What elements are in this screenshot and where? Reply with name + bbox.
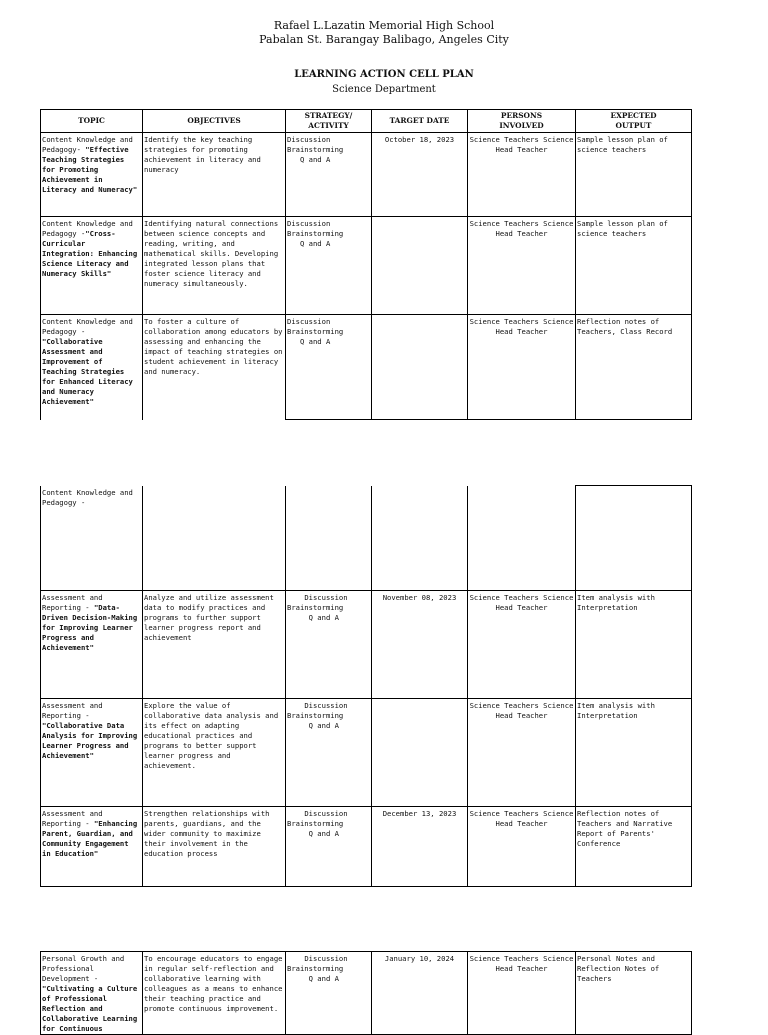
topic-cell: Content Knowledge and Pedagogy - [41,486,143,591]
persons-cell: Science Teachers Science Head Teacher [468,699,576,807]
topic-cell: Content Knowledge and Pedagogy -"Cross-Curricular Integration: Enhancing Science Literacy and Numeracy Skills" [41,217,143,315]
table-row [41,486,692,591]
target-date-cell: January 10, 2024 [372,952,468,1035]
strategy-cell [286,486,372,591]
topic-cell: Content Knowledge and Pedagogy -"Collaborative Assessment and Improvement of Teaching Strategies for Enhanced Literacy and Numeracy Achievement" [41,315,143,420]
target-date-cell [372,315,468,420]
strategy-cell: Discussion Brainstorming Q and A [286,699,372,807]
output-cell: Item analysis with Interpretation [576,699,692,807]
strategy-cell: Discussion Brainstorming Q and A [286,591,372,699]
strategy-cell: Discussion Brainstorming Q and A [286,133,372,217]
persons-cell: Science Teachers Science Head Teacher [468,807,576,887]
output-cell: Sample lesson plan of science teachers [576,217,692,315]
output-cell: Sample lesson plan of science teachers [576,133,692,217]
output-cell [576,486,692,591]
column-header-target-date: TARGET DATE [372,110,468,133]
topic-cell: Assessment and Reporting -"Collaborative Data Analysis for Improving Learner Progress and Achievement" [41,699,143,807]
topic-cell: Personal Growth and Professional Development -"Cultivating a Culture of Professional Reflection and Collaborative Learning for Continuous [41,952,143,1035]
column-header-output: EXPECTED OUTPUT [576,110,692,133]
table-row [41,315,692,420]
table-row [41,699,692,807]
department-name: Science Department [332,84,436,95]
strategy-cell: Discussion Brainstorming Q and A [286,217,372,315]
persons-cell: Science Teachers Science Head Teacher [468,217,576,315]
target-date-cell [372,486,468,591]
objectives-cell: Identifying natural connections between science concepts and reading, writing, and mathematical skills. Developing integrated lesson plans that foster science literacy and numeracy simultaneously. [143,217,286,315]
school-name: Rafael L.Lazatin Memorial High School [273,19,495,32]
document-title: LEARNING ACTION CELL PLAN [294,69,474,80]
topic-cell: Content Knowledge and Pedagogy- "Effective Teaching Strategies for Promoting Achievement in Literacy and Numeracy" [41,133,143,217]
output-cell: Personal Notes and Reflection Notes of Teachers [576,952,692,1035]
objectives-cell: Identify the key teaching strategies for promoting achievement in literacy and numeracy [143,133,286,217]
strategy-cell: Discussion Brainstorming Q and A [286,807,372,887]
table-row [41,133,692,217]
objectives-cell: To encourage educators to engage in regular self-reflection and collaborative learning with colleagues as a means to enhance their teaching practice and promote continuous improvement. [143,952,286,1035]
plan-table-3 [40,951,692,1035]
persons-cell: Science Teachers Science Head Teacher [468,591,576,699]
target-date-cell [372,217,468,315]
target-date-cell: October 18, 2023 [372,133,468,217]
target-date-cell: December 13, 2023 [372,807,468,887]
objectives-cell: Strengthen relationships with parents, guardians, and the wider community to maximize their involvement in the education process [143,807,286,887]
school-address: Pabalan St. Barangay Balibago, Angeles City [259,33,509,46]
persons-cell: Science Teachers Science Head Teacher [468,952,576,1035]
objectives-cell [143,486,286,591]
column-header-objectives: OBJECTIVES [143,110,286,133]
target-date-cell: November 08, 2023 [372,591,468,699]
topic-cell: Assessment and Reporting - "Enhancing Parent, Guardian, and Community Engagement in Education" [41,807,143,887]
table-header-row [41,110,692,133]
target-date-cell [372,699,468,807]
table-row [41,217,692,315]
persons-cell [468,486,576,591]
column-header-topic: TOPIC [41,110,143,133]
strategy-cell: Discussion Brainstorming Q and A [286,315,372,420]
persons-cell: Science Teachers Science Head Teacher [468,133,576,217]
output-cell: Reflection notes of Teachers, Class Record [576,315,692,420]
plan-table-1 [40,109,692,420]
objectives-cell: To foster a culture of collaboration among educators by assessing and enhancing the impact of teaching strategies on student achievement in literacy and numeracy. [143,315,286,420]
topic-cell: Assessment and Reporting - "Data-Driven Decision-Making for Improving Learner Progress and Achievement" [41,591,143,699]
objectives-cell: Analyze and utilize assessment data to modify practices and programs to further support learner progress report and achievement [143,591,286,699]
table-row [41,591,692,699]
table-row [41,952,692,1035]
plan-table-2 [40,485,692,887]
strategy-cell: Discussion Brainstorming Q and A [286,952,372,1035]
column-header-strategy: STRATEGY/ ACTIVITY [286,110,372,133]
table-row [41,807,692,887]
output-cell: Item analysis with Interpretation [576,591,692,699]
column-header-persons: PERSONS INVOLVED [468,110,576,133]
objectives-cell: Explore the value of collaborative data analysis and its effect on adapting educational practices and programs to better support learner progress and achievement. [143,699,286,807]
output-cell: Reflection notes of Teachers and Narrative Report of Parents' Conference [576,807,692,887]
persons-cell: Science Teachers Science Head Teacher [468,315,576,420]
